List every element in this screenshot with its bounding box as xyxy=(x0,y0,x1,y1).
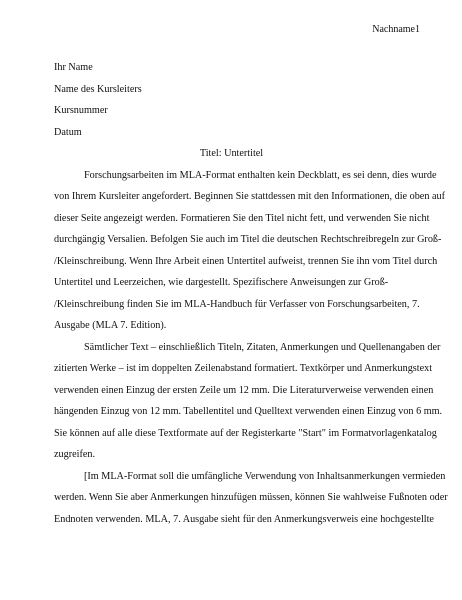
running-head: Nachname1 xyxy=(372,24,420,35)
paragraph-line: durchgängig Versalien. Befolgen Sie auch im Titel die deutschen Rechtschreibregeln zur Groß- xyxy=(54,234,442,245)
paragraph-line: Untertitel und Leerzeichen, wie dargestellt. Spezifischere Anweisungen zur Groß- xyxy=(54,277,389,288)
paper-title: Titel: Untertitel xyxy=(199,148,264,159)
paragraph-1 xyxy=(54,165,445,337)
paragraph-line: Ausgabe (MLA 7. Edition). xyxy=(54,320,167,331)
paragraph-line: dieser Seite angezeigt werden. Formatieren Sie den Titel nicht fett, und verwenden Sie nicht xyxy=(54,212,430,224)
document-body xyxy=(54,57,448,530)
paragraph-line: zugreifen. xyxy=(54,449,96,460)
paragraph-2 xyxy=(54,337,443,466)
paragraph-line: /Kleinschreibung finden Sie im MLA-Handbuch für Verfasser von Forschungsarbeiten, 7. xyxy=(54,298,420,310)
paragraph-line: Forschungsarbeiten im MLA-Format enthalten kein Deckblatt, es sei denn, dies wurde xyxy=(84,169,437,181)
paragraph-line: Endnoten verwenden. MLA, 7. Ausgabe sieht für den Anmerkungsverweis eine hochgestellte xyxy=(54,513,434,525)
paragraph-line: hängenden Einzug von 12 mm. Tabellentitel und Quelltext verwenden einen Einzug von 6 mm. xyxy=(54,406,443,417)
date: Datum xyxy=(54,126,82,138)
author-name: Ihr Name xyxy=(54,62,93,73)
paragraph-line: werden. Wenn Sie aber Anmerkungen hinzufügen müssen, können Sie wahlweise Fußnoten oder xyxy=(54,492,448,503)
paragraph-line: Sie können auf alle diese Textformate auf der Registerkarte "Start" im Formatvorlagenkatalog xyxy=(54,427,437,439)
instructor-name: Name des Kursleiters xyxy=(54,83,142,95)
paragraph-line: [Im MLA-Format soll die umfängliche Verwendung von Inhaltsanmerkungen vermieden xyxy=(84,470,446,482)
course-number: Kursnummer xyxy=(54,105,108,116)
paragraph-line: verwenden einen Einzug der ersten Zeile um 12 mm. Die Literaturverweise verwenden einen xyxy=(54,384,434,396)
paragraph-line: /Kleinschreibung. Wenn Ihre Arbeit einen Untertitel aufweist, trennen Sie ihn vom Titel durch xyxy=(54,255,438,267)
paragraph-line: Sämtlicher Text – einschließlich Titeln, Zitaten, Anmerkungen und Quellenangaben der xyxy=(84,341,441,353)
paragraph-line: von Ihrem Kursleiter angefordert. Beginnen Sie stattdessen mit den Informationen, die oben auf xyxy=(54,191,445,202)
paragraph-3 xyxy=(54,466,448,531)
paragraph-line: zitierten Werke – ist im doppelten Zeilenabstand formatiert. Textkörper und Anmerkungstext xyxy=(54,363,433,374)
